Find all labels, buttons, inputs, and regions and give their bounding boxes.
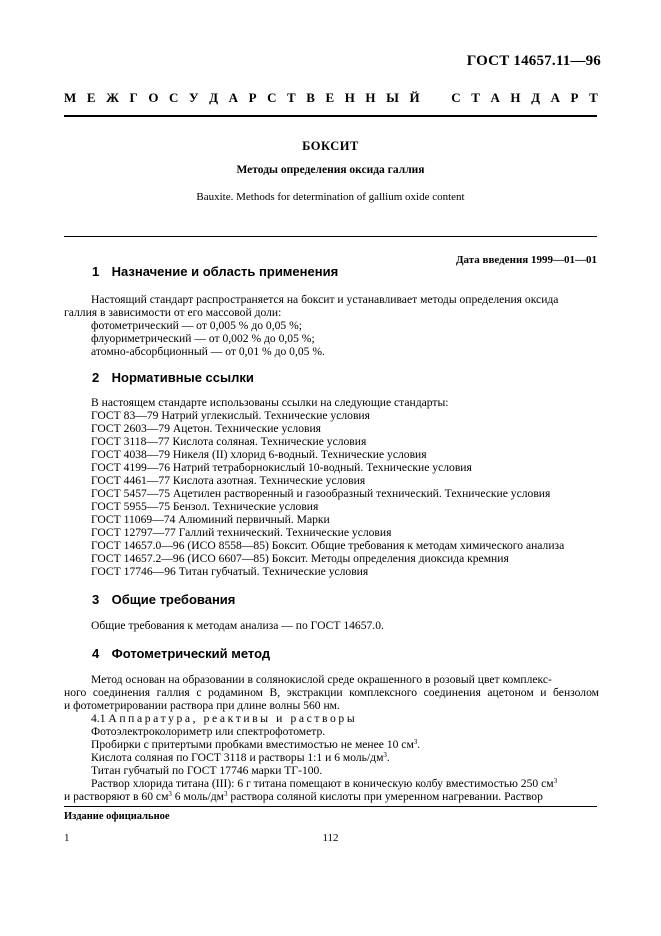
reference-item: ГОСТ 11069—74 Алюминий первичный. Марки <box>91 513 330 526</box>
paragraph-line: Титан губчатый по ГОСТ 17746 марки ТГ-100. <box>91 764 323 777</box>
paragraph-line: Общие требования к методам анализа — по ГОСТ 14657.0. <box>91 619 384 632</box>
reference-item: ГОСТ 5457—75 Ацетилен растворенный и газообразный технический. Технические условия <box>91 487 551 500</box>
subsection-heading <box>91 712 357 725</box>
banner-letter: С <box>169 90 179 105</box>
reference-item: ГОСТ 2603—79 Ацетон. Технические условия <box>91 422 322 435</box>
interstate-standard-banner <box>64 90 598 106</box>
paragraph-line: Настоящий стандарт распространяется на боксит и устанавливает методы определения оксида <box>91 293 559 306</box>
reference-item: ГОСТ 12797—77 Галлий технический. Технические условия <box>91 526 392 539</box>
banner-letter: Т <box>589 90 598 105</box>
title-rule <box>64 236 597 237</box>
document-code: ГОСТ 14657.11—96 <box>466 53 601 69</box>
banner-letter: А <box>550 90 560 105</box>
reference-item: ГОСТ 14657.2—96 (ИСО 6607—85) Боксит. Методы определения диоксида кремния <box>91 552 509 565</box>
banner-letter: С <box>267 90 277 105</box>
subsection-title: Аппаратура, реактивы и растворы <box>108 712 358 725</box>
header-rule <box>64 115 597 117</box>
paragraph-line <box>91 751 390 764</box>
banner-letter: Р <box>248 90 257 105</box>
reference-item: ГОСТ 4038—79 Никеля (II) хлорид 6-водный. Технические условия <box>91 448 427 461</box>
text-run: и растворяют в 60 см <box>64 790 169 803</box>
paragraph-line: Метод основан на образовании в солянокислой среде окрашенного в розовый цвет комплекс- <box>91 673 552 686</box>
superscript: 3 <box>168 790 172 798</box>
list-item: флуориметрический — от 0,002 % до 0,05 %; <box>91 332 315 345</box>
superscript: 3 <box>553 777 558 785</box>
reference-item: ГОСТ 14657.0—96 (ИСО 8558—85) Боксит. Общие требования к методам химического анализа <box>91 539 565 552</box>
section-number: 3 <box>92 592 100 607</box>
banner-letter: Г <box>129 90 138 105</box>
banner-letter: Ж <box>106 90 119 105</box>
text-run: Раствор хлорида титана (III): 6 г титана помещают в коническую колбу вместимостью 250 см <box>91 777 554 790</box>
banner-letter: Д <box>209 90 219 105</box>
reference-item: ГОСТ 17746—96 Титан губчатый. Технические условия <box>91 565 369 578</box>
section-title: Назначение и область применения <box>111 264 339 279</box>
banner-letter: Р <box>570 90 579 105</box>
section-title: Общие требования <box>111 592 236 607</box>
subsection-number: 4.1 <box>91 712 106 725</box>
section-number: 2 <box>92 370 100 385</box>
banner-letter: Е <box>86 90 96 105</box>
banner-letter: Н <box>344 90 355 105</box>
banner-letter: Н <box>365 90 376 105</box>
section-1-heading <box>92 264 338 279</box>
reference-item: ГОСТ 5955—75 Бензол. Технические условия <box>91 500 319 513</box>
paragraph-line: Фотоэлектроколориметр или спектрофотометр. <box>91 725 326 738</box>
paragraph-line: и фотометрировании раствора при длине волны 560 нм. <box>64 699 340 712</box>
banner-letter: С <box>451 90 461 105</box>
banner-letter: О <box>148 90 159 105</box>
superscript: 3 <box>413 738 418 746</box>
paragraph-line: В настоящем стандарте использованы ссылки на следующие стандарты: <box>91 396 449 409</box>
text-run: . <box>417 738 421 751</box>
banner-letter: Т <box>287 90 296 105</box>
text-run: раствора соляной кислоты при умеренном нагревании. Раствор <box>227 790 543 803</box>
footer-rule <box>64 806 597 807</box>
section-4-heading <box>92 646 270 661</box>
banner-letter: Ы <box>386 90 399 105</box>
document-subtitle: Методы определения оксида галлия <box>236 164 425 176</box>
reference-item: ГОСТ 4199—76 Натрий тетраборнокислый 10-водный. Технические условия <box>91 461 472 474</box>
banner-letter: А <box>228 90 238 105</box>
section-2-heading <box>92 370 254 385</box>
banner-letter: Д <box>531 90 541 105</box>
banner-letter: А <box>490 90 500 105</box>
section-number: 4 <box>92 646 100 661</box>
superscript: 3 <box>224 790 228 798</box>
official-edition-label: Издание официальное <box>64 811 170 822</box>
superscript: 3 <box>383 751 387 759</box>
paragraph-line <box>91 777 557 790</box>
banner-letter: Е <box>325 90 335 105</box>
paragraph-line <box>91 738 420 751</box>
english-title: Bauxite. Methods for determination of gallium oxide content <box>196 191 465 203</box>
section-3-heading <box>92 592 235 607</box>
section-title: Фотометрический метод <box>111 646 271 661</box>
reference-item: ГОСТ 3118—77 Кислота соляная. Технические условия <box>91 435 367 448</box>
text-run: Пробирки с притертыми пробками вместимостью не менее 10 см <box>91 738 414 751</box>
sheet-number: 1 <box>64 832 70 844</box>
text-run: Кислота соляная по ГОСТ 3118 и растворы 1:1 и 6 моль/дм <box>91 751 384 764</box>
banner-letter: Й <box>409 90 420 105</box>
banner-letter: В <box>306 90 315 105</box>
paragraph-line: галлия в зависимости от его массовой доли: <box>64 306 282 319</box>
reference-item: ГОСТ 4461—77 Кислота азотная. Технические условия <box>91 474 366 487</box>
page-number: 112 <box>322 832 339 844</box>
banner-letter: Н <box>510 90 521 105</box>
section-number: 1 <box>92 264 100 279</box>
text-run: . <box>386 751 390 764</box>
banner-letter: Т <box>471 90 480 105</box>
list-item: фотометрический — от 0,005 % до 0,05 %; <box>91 319 302 332</box>
banner-letter: У <box>188 90 199 105</box>
document-title: БОКСИТ <box>302 139 359 153</box>
paragraph-line: ного соединения галлия с родамином В, экстракции комплексного соединения ацетоном и бензолом <box>64 686 599 699</box>
paragraph-line <box>64 790 543 803</box>
list-item: атомно-абсорбционный — от 0,01 % до 0,05 %. <box>91 345 325 358</box>
reference-item: ГОСТ 83—79 Натрий углекислый. Технические условия <box>91 409 370 422</box>
text-run: 6 моль/дм <box>171 790 225 803</box>
section-title: Нормативные ссылки <box>111 370 254 385</box>
banner-letter: М <box>64 90 77 105</box>
introduction-date: Дата введения 1999—01—01 <box>455 254 597 266</box>
